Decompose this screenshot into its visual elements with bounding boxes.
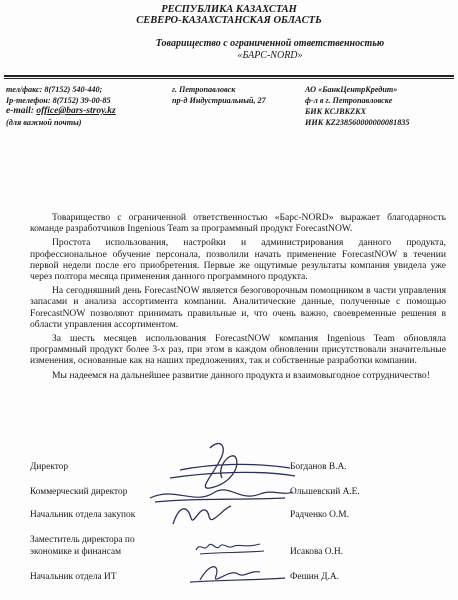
header-divider-top <box>4 75 454 77</box>
paragraph-5: Мы надеемся на дальнейшее развитие данного продукта и взаимовыгодное сотрудничество! <box>52 369 430 381</box>
bank-iik: ИИК KZ238560000000081835 <box>305 118 410 127</box>
email-line <box>6 106 116 117</box>
header-divider-thin <box>4 78 454 79</box>
header-country: РЕСПУБЛИКА КАЗАХСТАН <box>161 4 297 15</box>
header-brand: «БАРС-NORD» <box>237 50 303 61</box>
signatory-name-3: Радченко О.М. <box>290 510 349 520</box>
bank-bik: БИК KCJBKZKX <box>305 107 367 116</box>
signatory-title-5: Начальник отдела ИТ <box>30 572 117 582</box>
paragraph-3: На сегодняшний день ForecastNOW является безоговорочным помощником в части управления запасами и анализа ассортимента компании. Аналитические данные, полученные с помощью ForecastNOW позволяют принимать правильные и, что очень важно, своевременные решения в области управления ассортиментом. <box>30 285 446 330</box>
signatory-name-5: Фешин Д.А. <box>290 572 340 582</box>
signature-purchasing <box>165 498 235 530</box>
paragraph-4: За шесть месяцев использования ForecastNOW компания Ingenious Team обновляла программный продукт более 3-х раз, при этом в каждом обновлении присутствовали значительные изменения, основанные как на наших предложениях, так и собственные разработки компании. <box>30 333 446 367</box>
signatory-title-4: Заместитель директора по <box>30 535 135 545</box>
email-link[interactable]: office@bars-stroy.kz <box>36 106 116 116</box>
email-label: e-mail: <box>6 106 37 116</box>
header-region: СЕВЕРО-КАЗАХСТАНСКАЯ ОБЛАСТЬ <box>136 15 322 26</box>
address-street: пр-д Индустриальный, 27 <box>172 96 266 105</box>
contact-block-phones <box>6 84 116 128</box>
signatory-title-2: Коммерческий директор <box>30 487 128 497</box>
paragraph-2: Простота использования, настройки и администрирования данного продукта, профессиональное обучение персонала, позволили начать применение ForecastNOW в течении первой недели после его приобретения. Первые же ощутимые результаты компания увидела уже через полтора месяца применения данного программного продукта. <box>30 237 446 283</box>
contact-block-address <box>172 84 266 106</box>
address-city: г. Петропавловск <box>172 85 236 94</box>
signatory-title-4b: экономике и финансам <box>30 547 122 557</box>
signatory-title-3: Начальник отдела закупок <box>30 510 136 520</box>
phone-fax: тел/факс: 8(7152) 540-440; <box>6 85 103 94</box>
signature-finance <box>190 536 270 558</box>
contact-block-bank <box>305 84 410 128</box>
bank-name: АО «БанкЦентрКредит» <box>305 85 398 94</box>
signatory-title-1: Директор <box>30 462 69 472</box>
signatory-name-4: Исакова О.Н. <box>290 547 344 557</box>
signatory-name-2: Ольшевский А.Е. <box>290 487 360 497</box>
signature-it <box>180 560 290 588</box>
bank-branch: ф-л в г. Петропавловске <box>305 96 393 105</box>
letter-body <box>30 212 446 384</box>
header-company: Товарищество с ограниченной ответственностью <box>155 38 385 49</box>
ip-phone: Ip-телефон: 8(7152) 39-00-85 <box>6 96 111 105</box>
signatory-name-1: Богданов В.А. <box>290 462 347 472</box>
paragraph-1: Товарищество с ограниченной ответственностью «Барс-NORD» выражает благодарность команде разработчиков Ingenious Team за программный продукт ForecastNOW. <box>30 212 446 235</box>
email-note: (для важной почты) <box>6 118 82 127</box>
